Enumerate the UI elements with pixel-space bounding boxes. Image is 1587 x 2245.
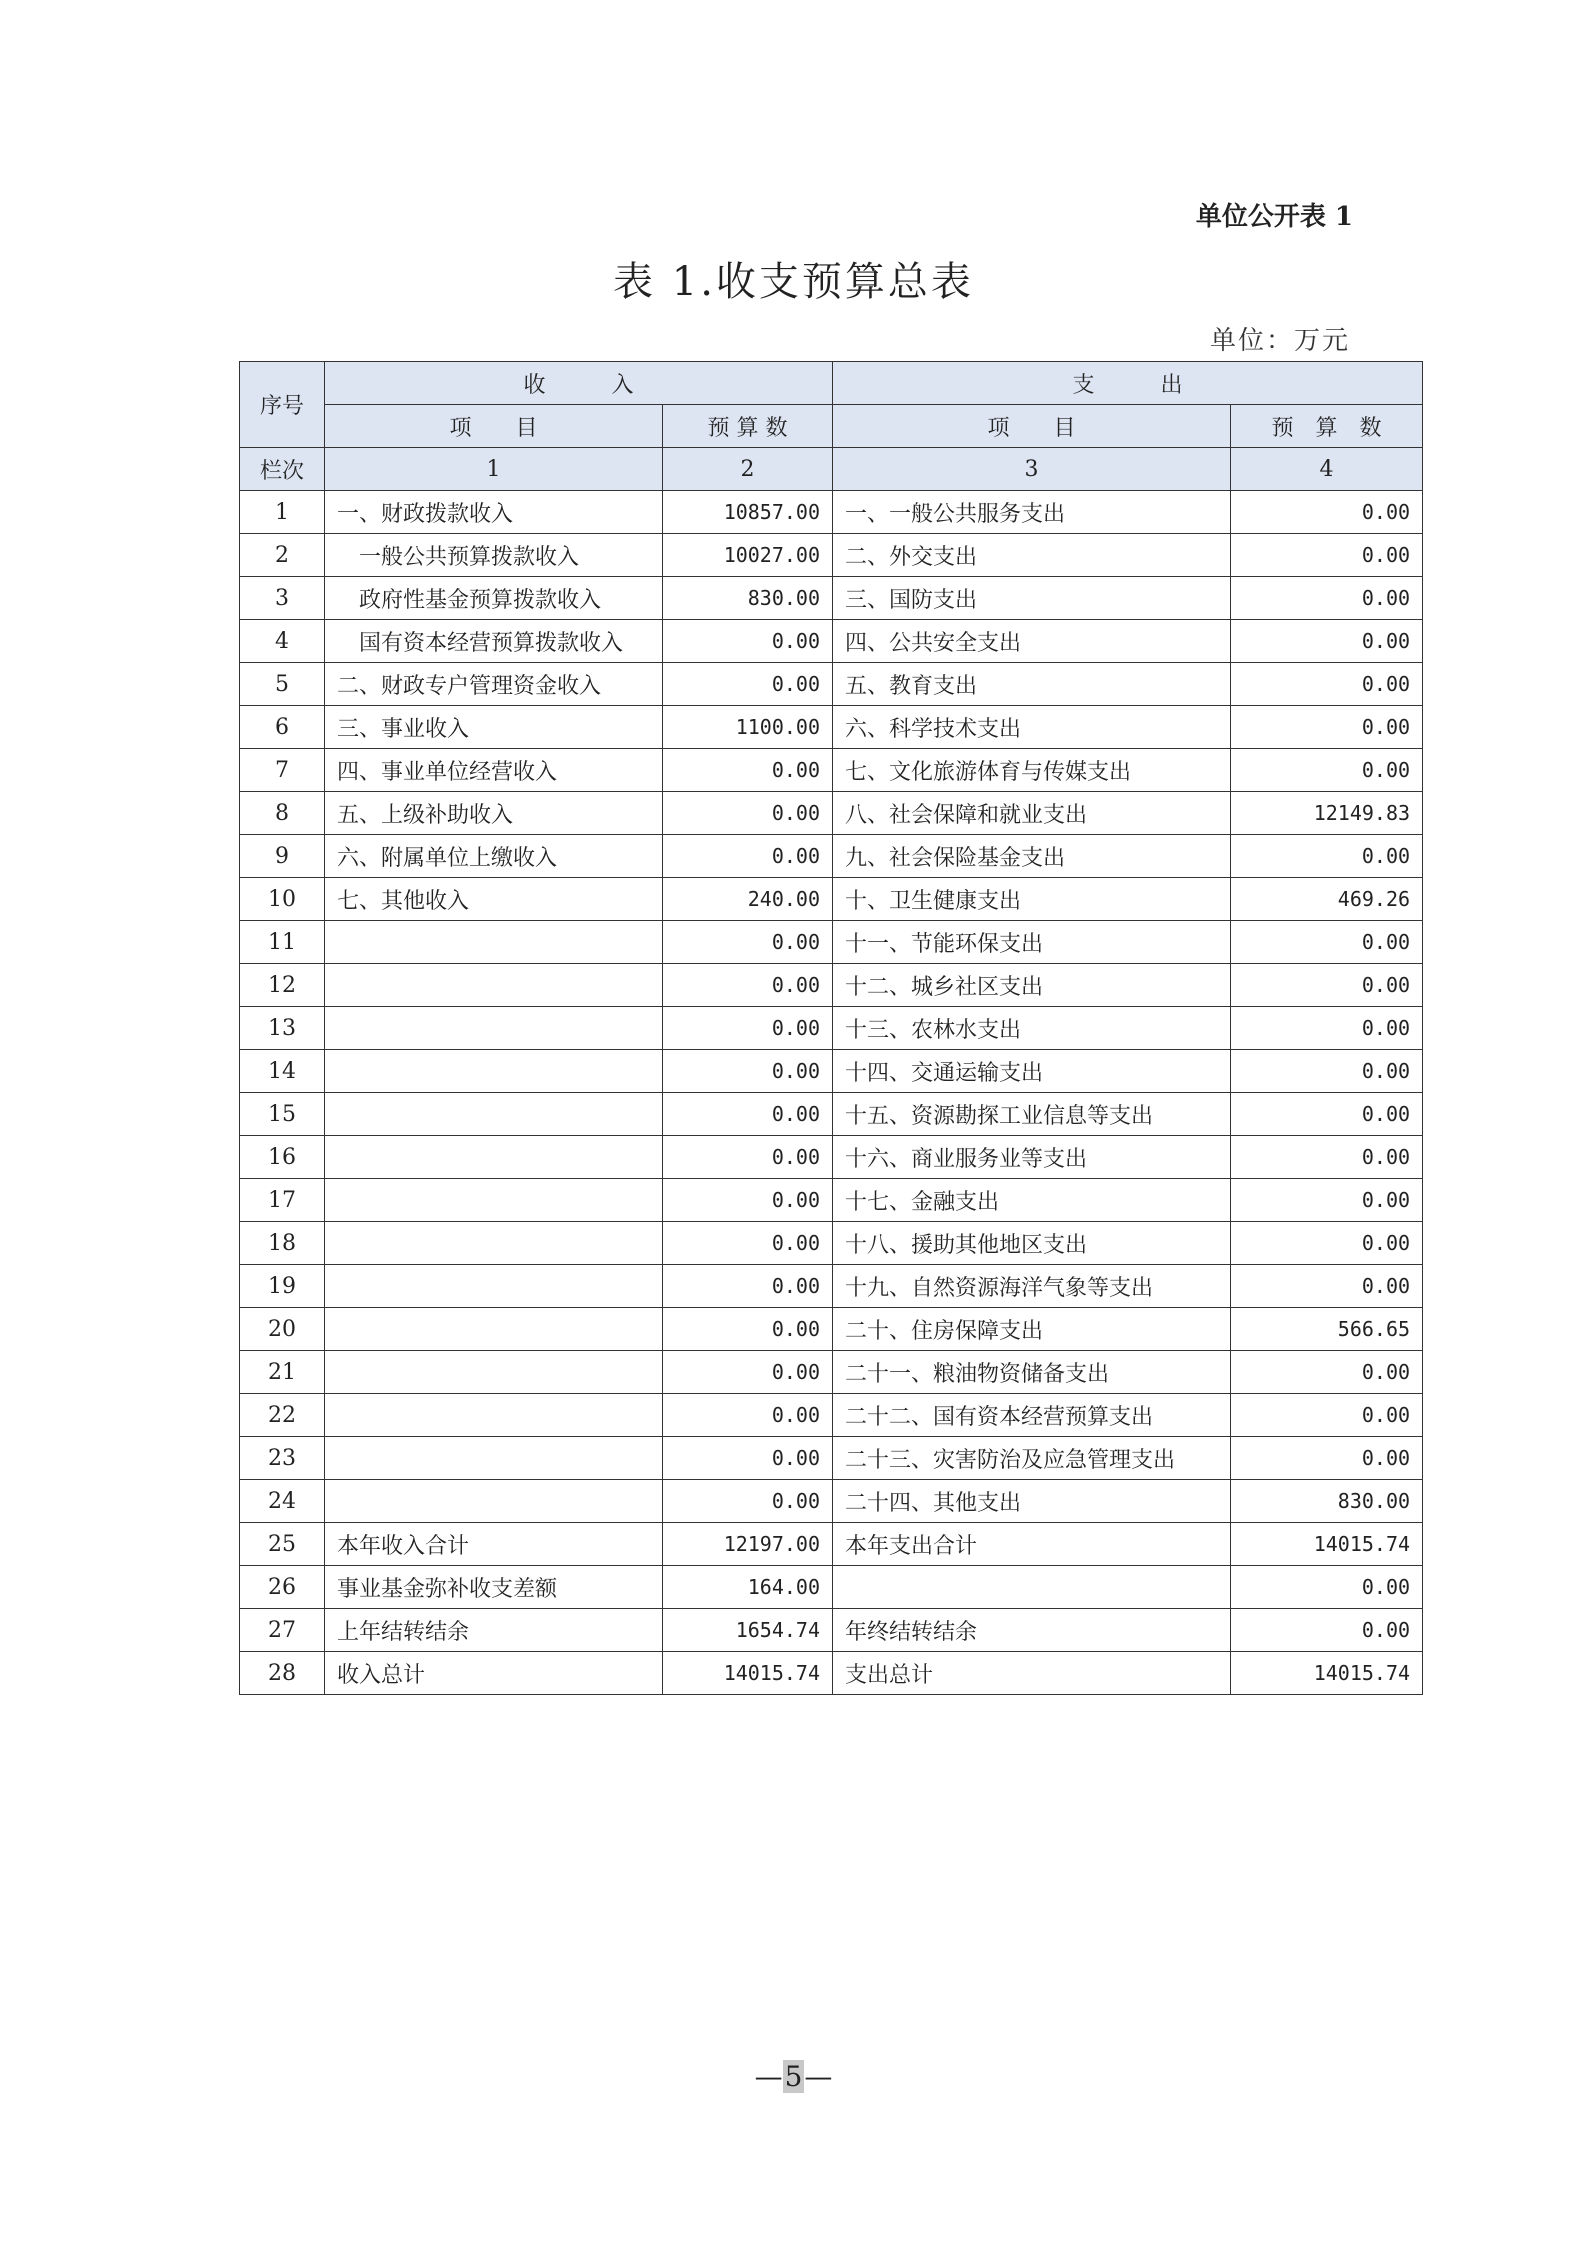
expense-item: 十九、自然资源海洋气象等支出	[833, 1265, 1231, 1308]
income-item	[325, 1351, 663, 1394]
income-value: 0.00	[663, 835, 833, 878]
table-row	[240, 835, 1423, 878]
header-row-columns	[240, 405, 1423, 448]
income-value: 164.00	[663, 1566, 833, 1609]
row-seq: 22	[240, 1394, 325, 1437]
expense-value: 0.00	[1231, 964, 1423, 1007]
page-number	[0, 2060, 1587, 2093]
expense-item: 二十四、其他支出	[833, 1480, 1231, 1523]
expense-item: 二十一、粮油物资储备支出	[833, 1351, 1231, 1394]
table-row	[240, 577, 1423, 620]
row-seq: 26	[240, 1566, 325, 1609]
expense-value: 469.26	[1231, 878, 1423, 921]
income-value: 0.00	[663, 1179, 833, 1222]
table-row	[240, 878, 1423, 921]
expense-value: 0.00	[1231, 534, 1423, 577]
row-seq: 27	[240, 1609, 325, 1652]
income-item	[325, 1394, 663, 1437]
row-seq: 9	[240, 835, 325, 878]
table-row	[240, 1308, 1423, 1351]
expense-item: 十八、援助其他地区支出	[833, 1222, 1231, 1265]
income-value: 1654.74	[663, 1609, 833, 1652]
expense-item: 支出总计	[833, 1652, 1231, 1695]
row-seq: 19	[240, 1265, 325, 1308]
expense-value: 0.00	[1231, 835, 1423, 878]
table-row	[240, 1222, 1423, 1265]
income-item	[325, 1265, 663, 1308]
table-row	[240, 534, 1423, 577]
expense-value: 0.00	[1231, 620, 1423, 663]
row-seq: 25	[240, 1523, 325, 1566]
expense-item: 六、科学技术支出	[833, 706, 1231, 749]
expense-value: 0.00	[1231, 1265, 1423, 1308]
expense-value: 0.00	[1231, 577, 1423, 620]
row-seq: 24	[240, 1480, 325, 1523]
table-row	[240, 1093, 1423, 1136]
table-row	[240, 921, 1423, 964]
expense-item: 三、国防支出	[833, 577, 1231, 620]
expense-item: 十、卫生健康支出	[833, 878, 1231, 921]
income-item	[325, 1308, 663, 1351]
expense-item: 二十二、国有资本经营预算支出	[833, 1394, 1231, 1437]
expense-budget-header: 预 算 数	[1231, 405, 1423, 448]
expense-header: 支 出	[833, 362, 1423, 405]
income-item	[325, 1179, 663, 1222]
table-id-label: 单位公开表 1	[1195, 202, 1353, 232]
income-item: 三、事业收入	[325, 706, 663, 749]
income-budget-header: 预 算 数	[663, 405, 833, 448]
row-seq: 5	[240, 663, 325, 706]
expense-value: 14015.74	[1231, 1652, 1423, 1695]
table-row	[240, 964, 1423, 1007]
column-number-2: 2	[663, 448, 833, 491]
expense-item: 九、社会保险基金支出	[833, 835, 1231, 878]
table-row	[240, 792, 1423, 835]
row-seq: 14	[240, 1050, 325, 1093]
income-value: 0.00	[663, 1136, 833, 1179]
income-header: 收 入	[325, 362, 833, 405]
table-row	[240, 1480, 1423, 1523]
expense-value: 0.00	[1231, 491, 1423, 534]
seq-header: 序号	[240, 362, 325, 448]
expense-item: 十七、金融支出	[833, 1179, 1231, 1222]
expense-value: 0.00	[1231, 749, 1423, 792]
income-item: 六、附属单位上缴收入	[325, 835, 663, 878]
page-number-value: 5	[784, 2060, 803, 2093]
income-value: 0.00	[663, 1437, 833, 1480]
income-value: 0.00	[663, 1308, 833, 1351]
expense-value: 0.00	[1231, 1093, 1423, 1136]
table-row	[240, 1179, 1423, 1222]
income-item	[325, 1437, 663, 1480]
column-number-3: 3	[833, 448, 1231, 491]
row-seq: 23	[240, 1437, 325, 1480]
income-item	[325, 1136, 663, 1179]
expense-value: 14015.74	[1231, 1523, 1423, 1566]
column-number-row	[240, 448, 1423, 491]
row-seq: 11	[240, 921, 325, 964]
table-row	[240, 749, 1423, 792]
expense-item: 十五、资源勘探工业信息等支出	[833, 1093, 1231, 1136]
row-seq: 6	[240, 706, 325, 749]
income-value: 12197.00	[663, 1523, 833, 1566]
expense-value: 830.00	[1231, 1480, 1423, 1523]
column-number-1: 1	[325, 448, 663, 491]
table-row	[240, 1437, 1423, 1480]
row-seq: 10	[240, 878, 325, 921]
table-row	[240, 1136, 1423, 1179]
income-value: 10857.00	[663, 491, 833, 534]
row-seq: 20	[240, 1308, 325, 1351]
expense-value: 0.00	[1231, 1179, 1423, 1222]
income-item: 政府性基金预算拨款收入	[325, 577, 663, 620]
expense-item: 二十三、灾害防治及应急管理支出	[833, 1437, 1231, 1480]
income-item	[325, 1093, 663, 1136]
income-value: 0.00	[663, 1007, 833, 1050]
row-seq: 17	[240, 1179, 325, 1222]
column-number-label: 栏次	[240, 448, 325, 491]
header-row-sections	[240, 362, 1423, 405]
income-value: 0.00	[663, 964, 833, 1007]
income-value: 0.00	[663, 749, 833, 792]
row-seq: 4	[240, 620, 325, 663]
expense-item: 十二、城乡社区支出	[833, 964, 1231, 1007]
expense-item: 一、一般公共服务支出	[833, 491, 1231, 534]
income-item: 收入总计	[325, 1652, 663, 1695]
income-value: 10027.00	[663, 534, 833, 577]
income-value: 0.00	[663, 921, 833, 964]
expense-value: 0.00	[1231, 706, 1423, 749]
income-value: 0.00	[663, 620, 833, 663]
table-row	[240, 1265, 1423, 1308]
row-seq: 21	[240, 1351, 325, 1394]
row-seq: 12	[240, 964, 325, 1007]
expense-item: 二、外交支出	[833, 534, 1231, 577]
income-value: 0.00	[663, 792, 833, 835]
expense-item: 十六、商业服务业等支出	[833, 1136, 1231, 1179]
expense-value: 0.00	[1231, 1566, 1423, 1609]
row-seq: 15	[240, 1093, 325, 1136]
expense-value: 0.00	[1231, 1437, 1423, 1480]
expense-value: 0.00	[1231, 1609, 1423, 1652]
row-seq: 8	[240, 792, 325, 835]
income-item-header: 项 目	[325, 405, 663, 448]
income-value: 240.00	[663, 878, 833, 921]
table-row	[240, 1652, 1423, 1695]
row-seq: 7	[240, 749, 325, 792]
income-item: 一、财政拨款收入	[325, 491, 663, 534]
expense-item: 年终结转结余	[833, 1609, 1231, 1652]
income-value: 0.00	[663, 1050, 833, 1093]
expense-item: 八、社会保障和就业支出	[833, 792, 1231, 835]
income-item	[325, 1222, 663, 1265]
expense-value: 0.00	[1231, 1394, 1423, 1437]
expense-value: 0.00	[1231, 921, 1423, 964]
income-item	[325, 921, 663, 964]
expense-value: 566.65	[1231, 1308, 1423, 1351]
income-item	[325, 964, 663, 1007]
expense-value: 0.00	[1231, 1007, 1423, 1050]
income-item	[325, 1480, 663, 1523]
table-row	[240, 1609, 1423, 1652]
income-item	[325, 1050, 663, 1093]
row-seq: 16	[240, 1136, 325, 1179]
income-item: 一般公共预算拨款收入	[325, 534, 663, 577]
expense-item	[833, 1566, 1231, 1609]
row-seq: 1	[240, 491, 325, 534]
document-title: 表 1.收支预算总表	[613, 259, 974, 305]
income-value: 0.00	[663, 1265, 833, 1308]
income-item	[325, 1007, 663, 1050]
income-value: 0.00	[663, 1222, 833, 1265]
budget-summary-table	[239, 361, 1423, 1695]
expense-value: 0.00	[1231, 663, 1423, 706]
table-row	[240, 1523, 1423, 1566]
expense-item: 七、文化旅游体育与传媒支出	[833, 749, 1231, 792]
table-row	[240, 1050, 1423, 1093]
table-row	[240, 491, 1423, 534]
page-dash-right: —	[804, 2060, 833, 2093]
expense-item: 十三、农林水支出	[833, 1007, 1231, 1050]
unit-label: 单位：万元	[1209, 326, 1350, 356]
table-row	[240, 1351, 1423, 1394]
expense-item: 十一、节能环保支出	[833, 921, 1231, 964]
expense-value: 0.00	[1231, 1351, 1423, 1394]
income-value: 1100.00	[663, 706, 833, 749]
column-number-4: 4	[1231, 448, 1423, 491]
row-seq: 18	[240, 1222, 325, 1265]
expense-value: 12149.83	[1231, 792, 1423, 835]
income-value: 0.00	[663, 1351, 833, 1394]
expense-item-header: 项 目	[833, 405, 1231, 448]
table-row	[240, 1566, 1423, 1609]
income-value: 0.00	[663, 1394, 833, 1437]
income-value: 14015.74	[663, 1652, 833, 1695]
row-seq: 3	[240, 577, 325, 620]
table-row	[240, 620, 1423, 663]
row-seq: 2	[240, 534, 325, 577]
expense-item: 四、公共安全支出	[833, 620, 1231, 663]
income-value: 0.00	[663, 663, 833, 706]
income-item: 四、事业单位经营收入	[325, 749, 663, 792]
income-value: 0.00	[663, 1480, 833, 1523]
row-seq: 28	[240, 1652, 325, 1695]
income-value: 830.00	[663, 577, 833, 620]
expense-value: 0.00	[1231, 1136, 1423, 1179]
income-item: 上年结转结余	[325, 1609, 663, 1652]
page-dash-left: —	[754, 2060, 783, 2093]
table-row	[240, 663, 1423, 706]
income-item: 事业基金弥补收支差额	[325, 1566, 663, 1609]
expense-item: 五、教育支出	[833, 663, 1231, 706]
expense-value: 0.00	[1231, 1050, 1423, 1093]
expense-item: 本年支出合计	[833, 1523, 1231, 1566]
expense-value: 0.00	[1231, 1222, 1423, 1265]
row-seq: 13	[240, 1007, 325, 1050]
income-item: 国有资本经营预算拨款收入	[325, 620, 663, 663]
expense-item: 二十、住房保障支出	[833, 1308, 1231, 1351]
expense-item: 十四、交通运输支出	[833, 1050, 1231, 1093]
income-item: 七、其他收入	[325, 878, 663, 921]
table-row	[240, 706, 1423, 749]
income-item: 二、财政专户管理资金收入	[325, 663, 663, 706]
income-item: 五、上级补助收入	[325, 792, 663, 835]
table-row	[240, 1007, 1423, 1050]
income-item: 本年收入合计	[325, 1523, 663, 1566]
table-row	[240, 1394, 1423, 1437]
income-value: 0.00	[663, 1093, 833, 1136]
